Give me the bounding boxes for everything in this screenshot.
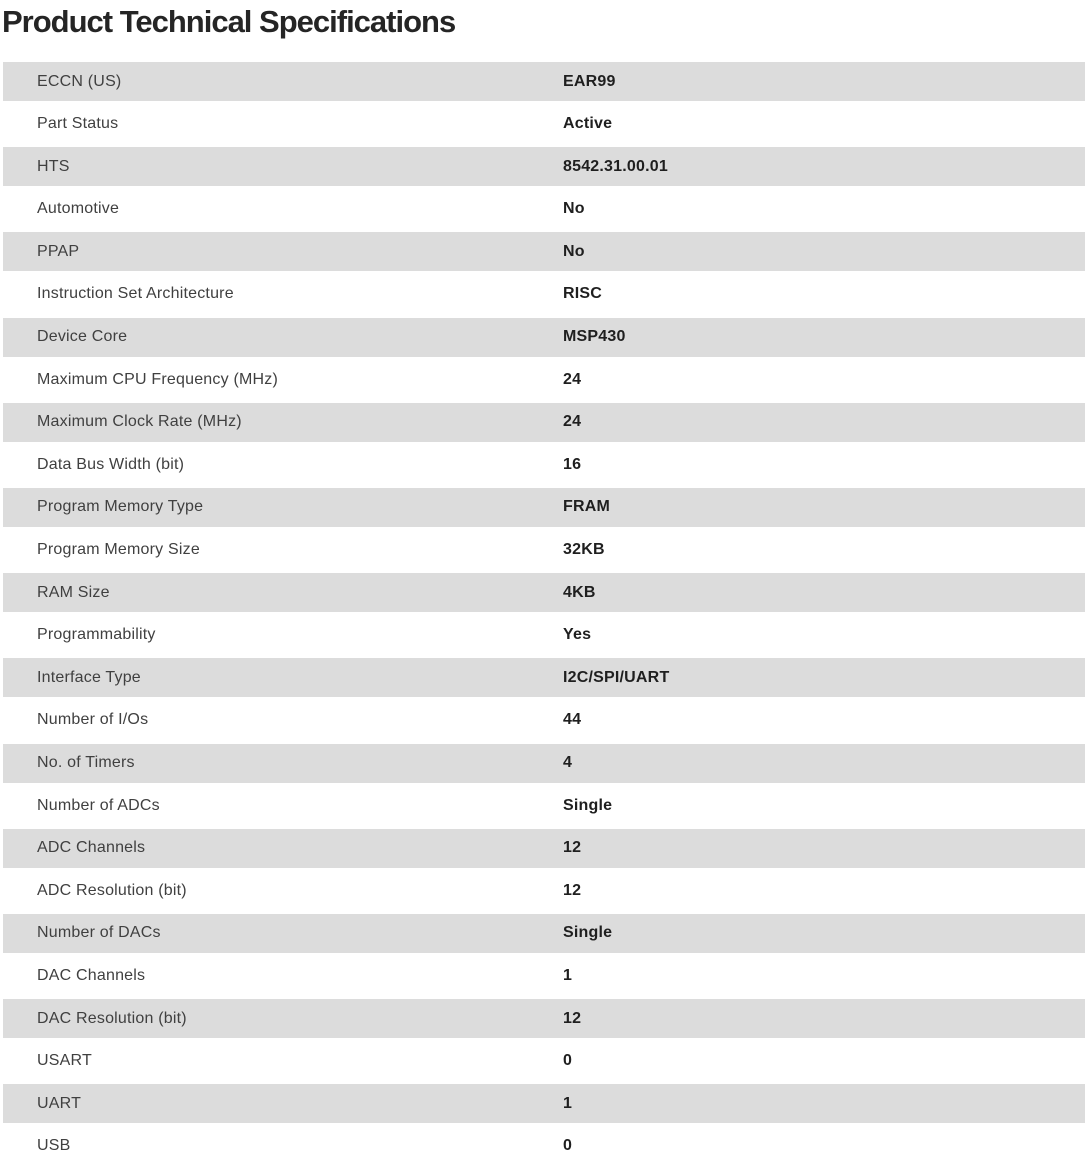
spec-row [3, 914, 1085, 953]
spec-row [3, 403, 1085, 442]
spec-value: Single [563, 796, 613, 814]
spec-label: ADC Channels [37, 839, 146, 857]
spec-label: DAC Channels [37, 966, 146, 984]
spec-label: Interface Type [37, 668, 141, 686]
spec-value: 4KB [563, 583, 596, 601]
spec-row [3, 62, 1085, 101]
spec-value: 8542.31.00.01 [563, 157, 668, 175]
spec-label: USB [37, 1137, 71, 1155]
spec-label: Number of I/Os [37, 711, 149, 729]
spec-row [3, 1042, 1085, 1081]
spec-value: No [563, 242, 585, 260]
spec-value: FRAM [563, 498, 611, 516]
spec-label: RAM Size [37, 583, 110, 601]
spec-label: USART [37, 1052, 92, 1070]
spec-row [3, 318, 1085, 357]
spec-label: Number of ADCs [37, 796, 160, 814]
spec-value: 16 [563, 455, 582, 473]
spec-value: 32KB [563, 541, 605, 559]
spec-label: Programmability [37, 626, 156, 644]
spec-label: Program Memory Type [37, 498, 204, 516]
spec-label: Number of DACs [37, 924, 161, 942]
spec-label: Maximum Clock Rate (MHz) [37, 413, 242, 431]
spec-value: 1 [563, 966, 573, 984]
spec-label: Maximum CPU Frequency (MHz) [37, 370, 278, 388]
spec-label: ECCN (US) [37, 72, 122, 90]
spec-label: DAC Resolution (bit) [37, 1009, 187, 1027]
spec-value: 0 [563, 1052, 573, 1070]
spec-row [3, 871, 1085, 910]
spec-value: Active [563, 115, 613, 133]
spec-value: RISC [563, 285, 603, 303]
spec-value: Single [563, 924, 613, 942]
spec-row [3, 147, 1085, 186]
page-title: Product Technical Specifications [2, 4, 456, 39]
spec-row [3, 190, 1085, 229]
spec-label: No. of Timers [37, 754, 135, 771]
spec-row [3, 658, 1085, 697]
spec-row [3, 445, 1085, 484]
spec-value: 24 [563, 370, 582, 388]
spec-row [3, 829, 1085, 868]
spec-value: No [563, 200, 585, 218]
spec-row [3, 616, 1085, 655]
spec-row [3, 999, 1085, 1038]
spec-row [3, 1127, 1085, 1165]
spec-row [3, 701, 1085, 740]
spec-label: PPAP [37, 242, 80, 260]
spec-label: Data Bus Width (bit) [37, 455, 185, 473]
spec-value: 4 [563, 754, 573, 771]
spec-value: MSP430 [563, 328, 626, 346]
spec-row [3, 360, 1085, 399]
spec-value: 12 [563, 881, 582, 899]
spec-table [3, 62, 1085, 1165]
spec-label: ADC Resolution (bit) [37, 881, 187, 899]
spec-label: UART [37, 1094, 82, 1112]
spec-row [3, 232, 1085, 271]
spec-value: I2C/SPI/UART [563, 668, 670, 686]
spec-row [3, 531, 1085, 570]
spec-value: 12 [563, 839, 582, 857]
spec-label: Instruction Set Architecture [37, 285, 234, 303]
spec-row [3, 573, 1085, 612]
spec-value: Yes [563, 626, 592, 644]
spec-label: Device Core [37, 328, 128, 346]
spec-row [3, 488, 1085, 527]
spec-value: 12 [563, 1009, 582, 1027]
spec-label: Program Memory Size [37, 541, 200, 559]
spec-row [3, 956, 1085, 995]
spec-value: EAR99 [563, 72, 616, 90]
spec-label: Part Status [37, 115, 119, 133]
spec-value: 0 [563, 1137, 573, 1155]
spec-label: HTS [37, 157, 70, 175]
spec-row [3, 744, 1085, 783]
spec-row [3, 275, 1085, 314]
spec-label: Automotive [37, 200, 120, 218]
spec-row [3, 786, 1085, 825]
spec-value: 1 [563, 1094, 573, 1112]
spec-value: 24 [563, 413, 582, 431]
spec-row [3, 1084, 1085, 1123]
spec-row [3, 105, 1085, 144]
spec-value: 44 [563, 711, 582, 729]
